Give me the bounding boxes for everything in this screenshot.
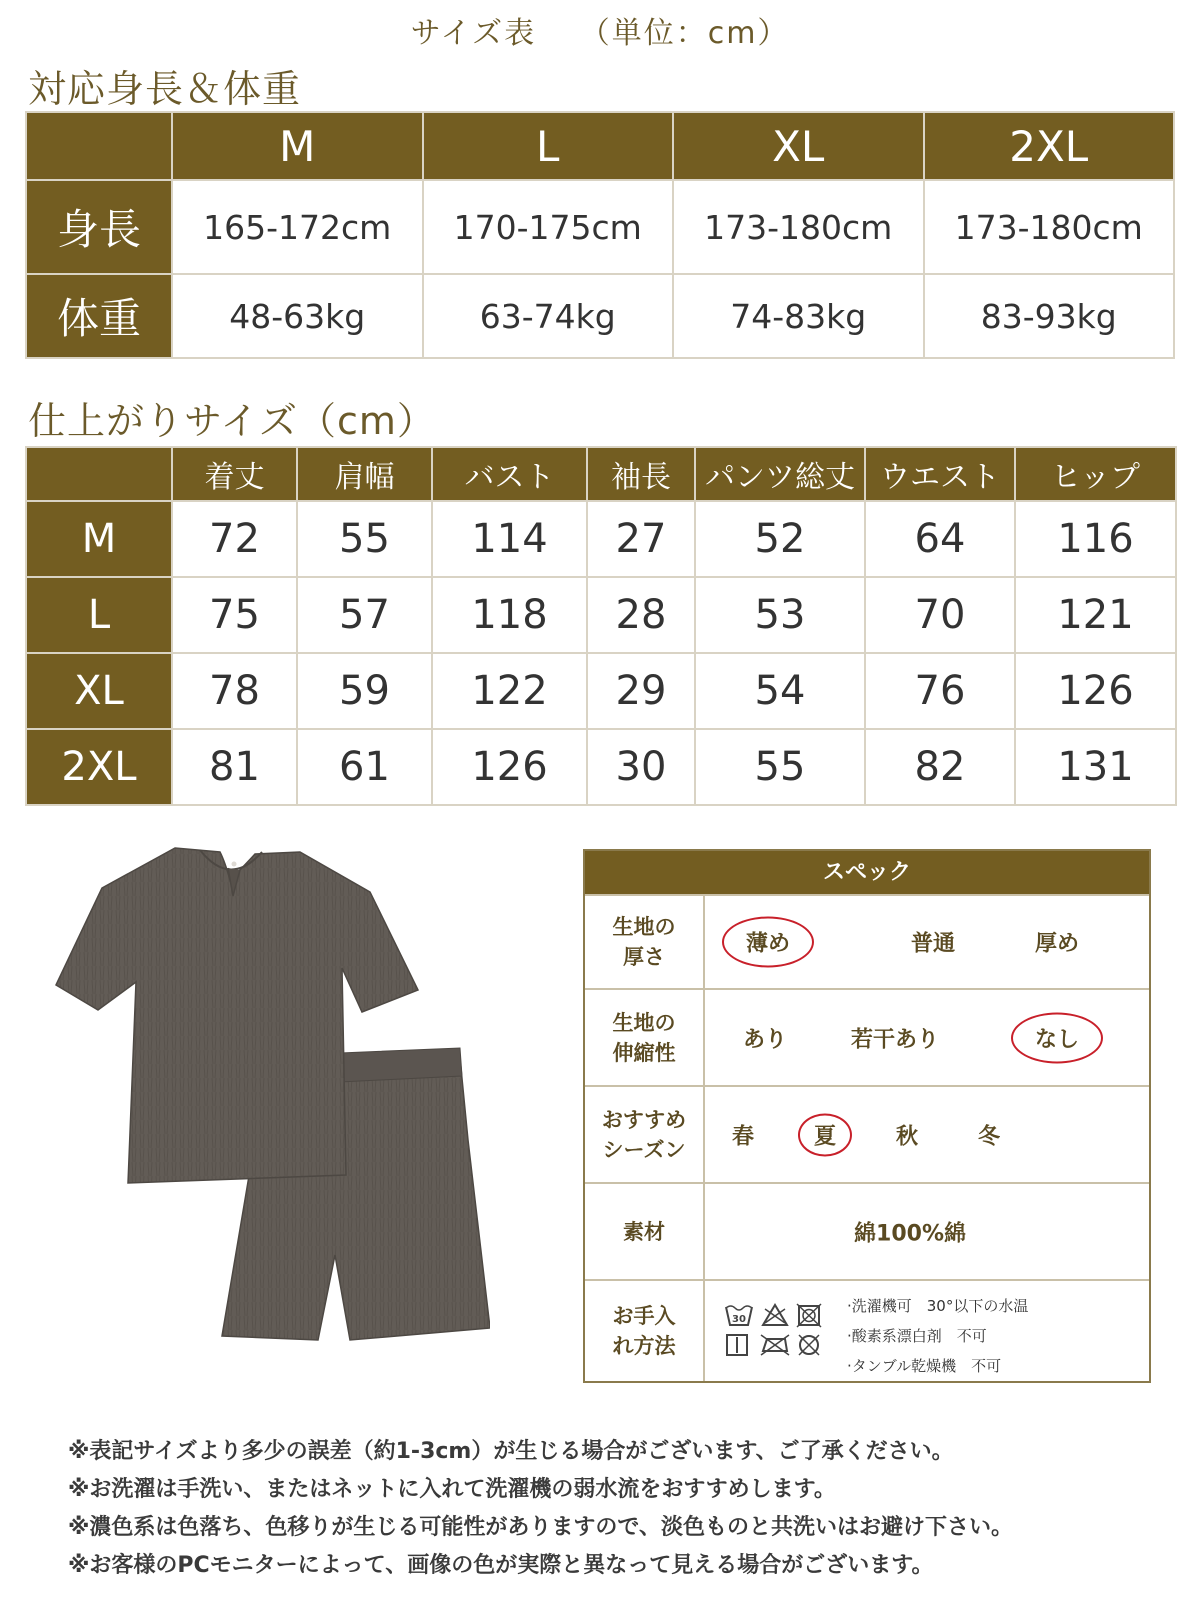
care-line: ·洗濯機可 30°以下の水温 xyxy=(847,1297,1029,1315)
table-row xyxy=(26,577,1176,653)
note-line: ※お洗濯は手洗い、またはネットに入れて洗濯機の弱水流をおすすめします。 xyxy=(68,1477,836,1502)
row-header: 身長 xyxy=(26,180,172,274)
column-header: バスト xyxy=(432,447,587,501)
table-cell: 54 xyxy=(695,653,865,729)
table-cell: 82 xyxy=(865,729,1015,805)
table-cell: 81 xyxy=(172,729,297,805)
product-image xyxy=(50,840,490,1360)
table-cell: 55 xyxy=(695,729,865,805)
spec-label: お手入 れ方法 xyxy=(585,1281,705,1381)
table-cell: 122 xyxy=(432,653,587,729)
no-iron-icon xyxy=(761,1335,789,1355)
button-icon xyxy=(232,862,237,867)
table-cell: 114 xyxy=(432,501,587,577)
table-row xyxy=(26,274,1174,358)
finished-size-table xyxy=(25,446,1177,806)
table-cell: 59 xyxy=(297,653,432,729)
table-corner xyxy=(26,112,172,180)
table-cell: 53 xyxy=(695,577,865,653)
row-header: 2XL xyxy=(26,729,172,805)
no-tumble-dry-icon xyxy=(797,1304,821,1327)
table-cell: 28 xyxy=(587,577,695,653)
column-header: 着丈 xyxy=(172,447,297,501)
column-header: ヒップ xyxy=(1015,447,1176,501)
row-header: M xyxy=(26,501,172,577)
table-cell: 63-74kg xyxy=(423,274,674,358)
body-size-title: 対応身長＆体重 xyxy=(28,67,302,111)
spec-row-material xyxy=(585,1182,1149,1279)
option-summer-selected: 夏 xyxy=(798,1113,852,1156)
shorts-waistband xyxy=(340,1048,462,1082)
table-cell: 48-63kg xyxy=(172,274,423,358)
option-thin-selected: 薄め xyxy=(722,917,814,968)
table-row xyxy=(26,653,1176,729)
column-header: 2XL xyxy=(924,112,1175,180)
spec-title: スペック xyxy=(585,851,1149,894)
table-cell: 74-83kg xyxy=(673,274,924,358)
option-normal: 普通 xyxy=(910,931,956,957)
no-bleach-icon xyxy=(763,1305,787,1325)
notes xyxy=(68,1433,1013,1585)
table-cell: 55 xyxy=(297,501,432,577)
column-header: パンツ総丈 xyxy=(695,447,865,501)
column-header: ウエスト xyxy=(865,447,1015,501)
table-cell: 126 xyxy=(432,729,587,805)
table-cell: 78 xyxy=(172,653,297,729)
option-none-selected: なし xyxy=(1011,1012,1103,1063)
option-autumn: 秋 xyxy=(895,1124,919,1149)
table-cell: 165-172cm xyxy=(172,180,423,274)
table-cell: 83-93kg xyxy=(924,274,1175,358)
spec-label: 生地の 伸縮性 xyxy=(585,990,705,1085)
row-header: 体重 xyxy=(26,274,172,358)
row-header: XL xyxy=(26,653,172,729)
table-cell: 121 xyxy=(1015,577,1176,653)
no-dry-clean-icon xyxy=(799,1335,819,1355)
material-value: 綿100%綿 xyxy=(854,1221,966,1246)
line-dry-icon xyxy=(727,1335,747,1355)
table-cell: 57 xyxy=(297,577,432,653)
table-cell: 75 xyxy=(172,577,297,653)
table-cell: 70 xyxy=(865,577,1015,653)
body-size-table xyxy=(25,111,1175,359)
column-header: L xyxy=(423,112,674,180)
table-cell: 173-180cm xyxy=(924,180,1175,274)
table-cell: 131 xyxy=(1015,729,1176,805)
table-cell: 76 xyxy=(865,653,1015,729)
table-cell: 30 xyxy=(587,729,695,805)
column-header: 肩幅 xyxy=(297,447,432,501)
table-cell: 173-180cm xyxy=(673,180,924,274)
spec-label: おすすめ シーズン xyxy=(585,1087,705,1182)
option-spring: 春 xyxy=(731,1124,755,1149)
option-thick: 厚め xyxy=(1034,931,1080,957)
wash-temp-label: 30 xyxy=(732,1314,746,1325)
row-header: L xyxy=(26,577,172,653)
spec-label: 生地の 厚さ xyxy=(585,896,705,988)
wash-30-icon xyxy=(726,1306,752,1325)
pajama-set-illustration xyxy=(50,840,490,1360)
table-cell: 61 xyxy=(297,729,432,805)
table-row xyxy=(26,729,1176,805)
spec-row-thickness xyxy=(585,894,1149,988)
table-cell: 170-175cm xyxy=(423,180,674,274)
page-title: サイズ表 （単位：cm） xyxy=(410,16,790,51)
table-cell: 126 xyxy=(1015,653,1176,729)
table-cell: 29 xyxy=(587,653,695,729)
option-slight: 若干あり xyxy=(850,1027,940,1052)
care-line: ·酸素系漂白剤 不可 xyxy=(847,1327,987,1345)
spec-row-care xyxy=(585,1279,1149,1381)
spec-row-stretch xyxy=(585,988,1149,1085)
spec-label: 素材 xyxy=(585,1184,705,1279)
care-symbols xyxy=(723,1303,827,1359)
spec-row-season xyxy=(585,1085,1149,1182)
note-line: ※表記サイズより多少の誤差（約1-3cm）が生じる場合がございます、ご了承ください。 xyxy=(68,1439,954,1464)
care-line: ·タンブル乾燥機 不可 xyxy=(847,1357,1002,1375)
table-cell: 116 xyxy=(1015,501,1176,577)
table-row xyxy=(26,501,1176,577)
column-header: XL xyxy=(673,112,924,180)
option-winter: 冬 xyxy=(977,1124,1001,1149)
table-cell: 118 xyxy=(432,577,587,653)
note-line: ※お客様のPCモニターによって、画像の色が実際と異なって見える場合がございます。 xyxy=(68,1553,934,1578)
table-row xyxy=(26,180,1174,274)
note-line: ※濃色系は色落ち、色移りが生じる可能性がありますので、淡色ものと共洗いはお避け下さい。 xyxy=(68,1515,1013,1540)
spec-panel xyxy=(583,849,1151,1383)
option-yes: あり xyxy=(742,1027,788,1052)
finished-size-title: 仕上がりサイズ（cm） xyxy=(28,399,436,443)
table-cell: 27 xyxy=(587,501,695,577)
column-header: 袖長 xyxy=(587,447,695,501)
table-cell: 72 xyxy=(172,501,297,577)
column-header: M xyxy=(172,112,423,180)
table-corner xyxy=(26,447,172,501)
table-cell: 64 xyxy=(865,501,1015,577)
table-cell: 52 xyxy=(695,501,865,577)
